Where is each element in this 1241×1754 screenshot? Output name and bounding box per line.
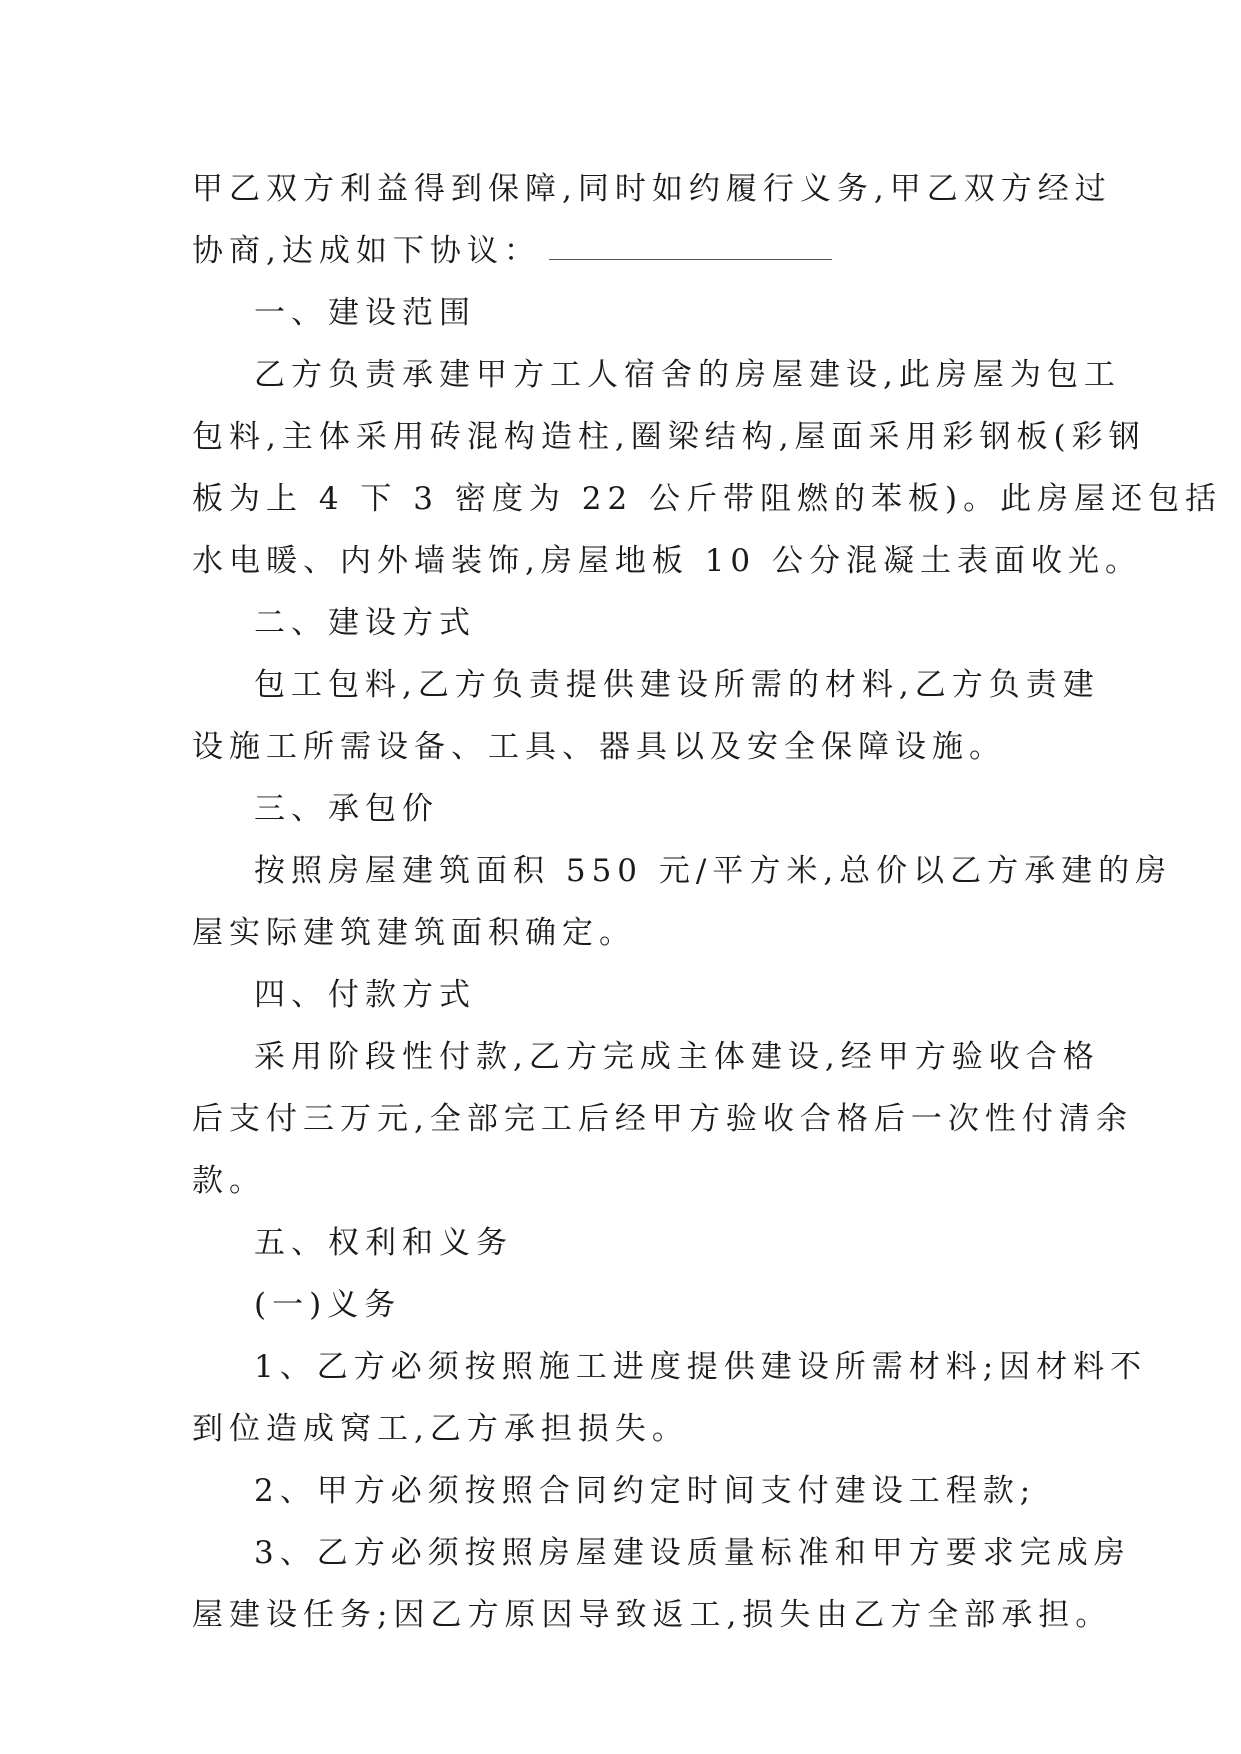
fill-in-blank-line <box>549 257 832 260</box>
section-heading: 二、建设方式 <box>254 605 476 641</box>
paragraph-line: 按照房屋建筑面积 550 元/平方米,总价以乙方承建的房 <box>254 853 1173 889</box>
paragraph-line: 设施工所需设备、工具、器具以及安全保障设施。 <box>192 729 1006 765</box>
paragraph-line: 甲乙双方利益得到保障,同时如约履行义务,甲乙双方经过 <box>192 171 1112 207</box>
paragraph-line: 包料,主体采用砖混构造柱,圈梁结构,屋面采用彩钢板(彩钢 <box>192 419 1146 455</box>
paragraph-line: 包工包料,乙方负责提供建设所需的材料,乙方负责建 <box>254 667 1100 703</box>
list-item-line: 屋建设任务;因乙方原因导致返工,损失由乙方全部承担。 <box>192 1597 1113 1633</box>
list-item-line: 3、乙方必须按照房屋建设质量标准和甲方要求完成房 <box>254 1535 1131 1571</box>
paragraph-line-with-blank <box>192 220 1060 282</box>
paragraph-line: 采用阶段性付款,乙方完成主体建设,经甲方验收合格 <box>254 1039 1100 1075</box>
list-item-line: 1、乙方必须按照施工进度提供建设所需材料;因材料不 <box>254 1349 1148 1385</box>
list-item-line: 2、甲方必须按照合同约定时间支付建设工程款; <box>254 1473 1037 1509</box>
paragraph-line: 后支付三万元,全部完工后经甲方验收合格后一次性付清余 <box>192 1101 1133 1137</box>
section-heading: 五、权利和义务 <box>254 1225 513 1261</box>
paragraph-line: 屋实际建筑建筑面积确定。 <box>192 915 636 951</box>
section-heading: 三、承包价 <box>254 791 439 827</box>
section-heading: 一、建设范围 <box>254 295 476 331</box>
paragraph-line: 板为上 4 下 3 密度为 22 公斤带阻燃的苯板)。此房屋还包括 <box>192 481 1223 517</box>
list-item-line: 到位造成窝工,乙方承担损失。 <box>192 1411 689 1447</box>
paragraph-line: 款。 <box>192 1163 266 1199</box>
paragraph-line: 乙方负责承建甲方工人宿舍的房屋建设,此房屋为包工 <box>254 357 1121 393</box>
paragraph-line: 水电暖、内外墙装饰,房屋地板 10 公分混凝土表面收光。 <box>192 543 1143 579</box>
subsection-heading: (一)义务 <box>254 1287 402 1323</box>
paragraph-line-text: 协商,达成如下协议： <box>192 233 541 269</box>
document-body <box>192 158 1223 1646</box>
section-heading: 四、付款方式 <box>254 977 476 1013</box>
